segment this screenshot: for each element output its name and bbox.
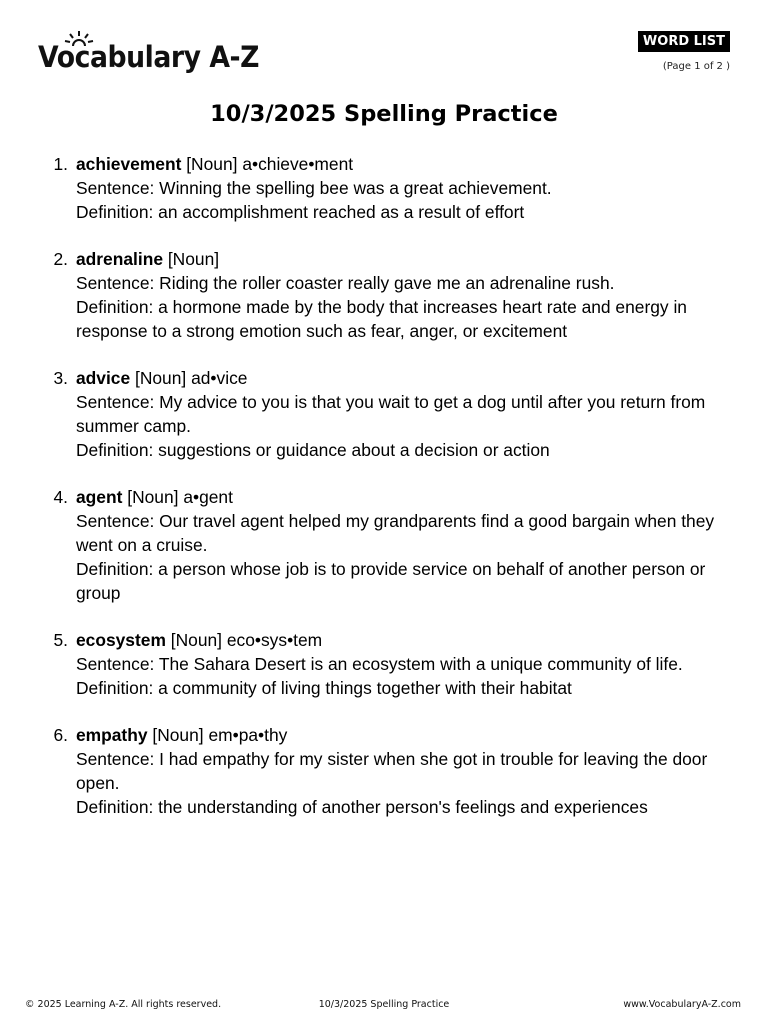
entry-syllables: em•pa•thy bbox=[208, 725, 288, 745]
entry-number: 6. bbox=[53, 725, 68, 745]
word-entry-ecosystem bbox=[46, 628, 736, 700]
entry-sentence: Sentence: My advice to you is that you wait to get a dog until after you return from summer camp. bbox=[76, 392, 706, 436]
entry-word: adrenaline bbox=[76, 249, 163, 269]
entry-definition: Definition: an accomplishment reached as a result of effort bbox=[76, 202, 525, 222]
entry-definition: Definition: a person whose job is to provide service on behalf of another person or group bbox=[76, 559, 706, 603]
entry-headline bbox=[76, 723, 736, 747]
entry-word: achievement bbox=[76, 154, 182, 174]
entry-number: 1. bbox=[53, 154, 68, 174]
footer-copyright: © 2025 Learning A-Z. All rights reserved. bbox=[25, 999, 222, 1010]
entry-word: ecosystem bbox=[76, 630, 166, 650]
entry-sentence: Sentence: Winning the spelling bee was a great achievement. bbox=[76, 178, 552, 198]
entry-sentence: Sentence: The Sahara Desert is an ecosystem with a unique community of life. bbox=[76, 654, 683, 674]
page-title: 10/3/2025 Spelling Practice bbox=[210, 101, 558, 127]
entry-number: 4. bbox=[53, 487, 68, 507]
entry-number: 3. bbox=[53, 368, 68, 388]
entry-sentence: Sentence: Riding the roller coaster really gave me an adrenaline rush. bbox=[76, 273, 615, 293]
entry-headline bbox=[76, 366, 736, 390]
entry-syllables: ad•vice bbox=[191, 368, 248, 388]
entry-number: 5. bbox=[53, 630, 68, 650]
entry-headline bbox=[76, 152, 736, 176]
word-list bbox=[46, 152, 736, 819]
entry-part-of-speech: [Noun] bbox=[152, 725, 204, 745]
entry-sentence: Sentence: Our travel agent helped my grandparents find a good bargain when they went on a cruise. bbox=[76, 511, 715, 555]
entry-part-of-speech: [Noun] bbox=[127, 487, 179, 507]
entry-headline bbox=[76, 485, 736, 509]
entry-headline bbox=[76, 628, 736, 652]
entry-part-of-speech: [Noun] bbox=[135, 368, 187, 388]
entry-syllables: eco•sys•tem bbox=[226, 630, 323, 650]
word-entry-advice bbox=[46, 366, 736, 462]
entry-headline bbox=[76, 247, 736, 271]
footer-center-title: 10/3/2025 Spelling Practice bbox=[318, 999, 450, 1010]
entry-part-of-speech: [Noun] bbox=[170, 630, 223, 650]
entry-syllables: a•chieve•ment bbox=[242, 154, 354, 174]
entry-part-of-speech: [Noun] bbox=[186, 154, 238, 174]
word-list-badge: WORD LIST bbox=[638, 31, 730, 52]
entry-sentence: Sentence: I had empathy for my sister when she got in trouble for leaving the door open. bbox=[76, 749, 708, 793]
word-entry-achievement bbox=[46, 152, 736, 224]
page-indicator: (Page 1 of 2 ) bbox=[662, 61, 730, 72]
entry-word: advice bbox=[76, 368, 131, 388]
word-entry-agent bbox=[46, 485, 736, 605]
word-entry-adrenaline bbox=[46, 247, 736, 343]
footer-website: www.VocabularyA-Z.com bbox=[623, 999, 741, 1010]
entry-definition: Definition: suggestions or guidance about a decision or action bbox=[76, 440, 550, 460]
entry-syllables: a•gent bbox=[183, 487, 233, 507]
logo-text: Vocabulary A-Z bbox=[38, 40, 260, 74]
vocabulary-az-logo bbox=[38, 30, 260, 82]
entry-word: agent bbox=[76, 487, 123, 507]
entry-definition: Definition: a hormone made by the body that increases heart rate and energy in response to a strong emotion such as fear, anger, or excitement bbox=[76, 297, 687, 341]
entry-number: 2. bbox=[53, 249, 68, 269]
entry-word: empathy bbox=[76, 725, 148, 745]
entry-definition: Definition: a community of living things together with their habitat bbox=[76, 678, 572, 698]
word-entry-empathy bbox=[46, 723, 736, 819]
entry-part-of-speech: [Noun] bbox=[167, 249, 220, 269]
entry-definition: Definition: the understanding of another person's feelings and experiences bbox=[76, 797, 648, 817]
